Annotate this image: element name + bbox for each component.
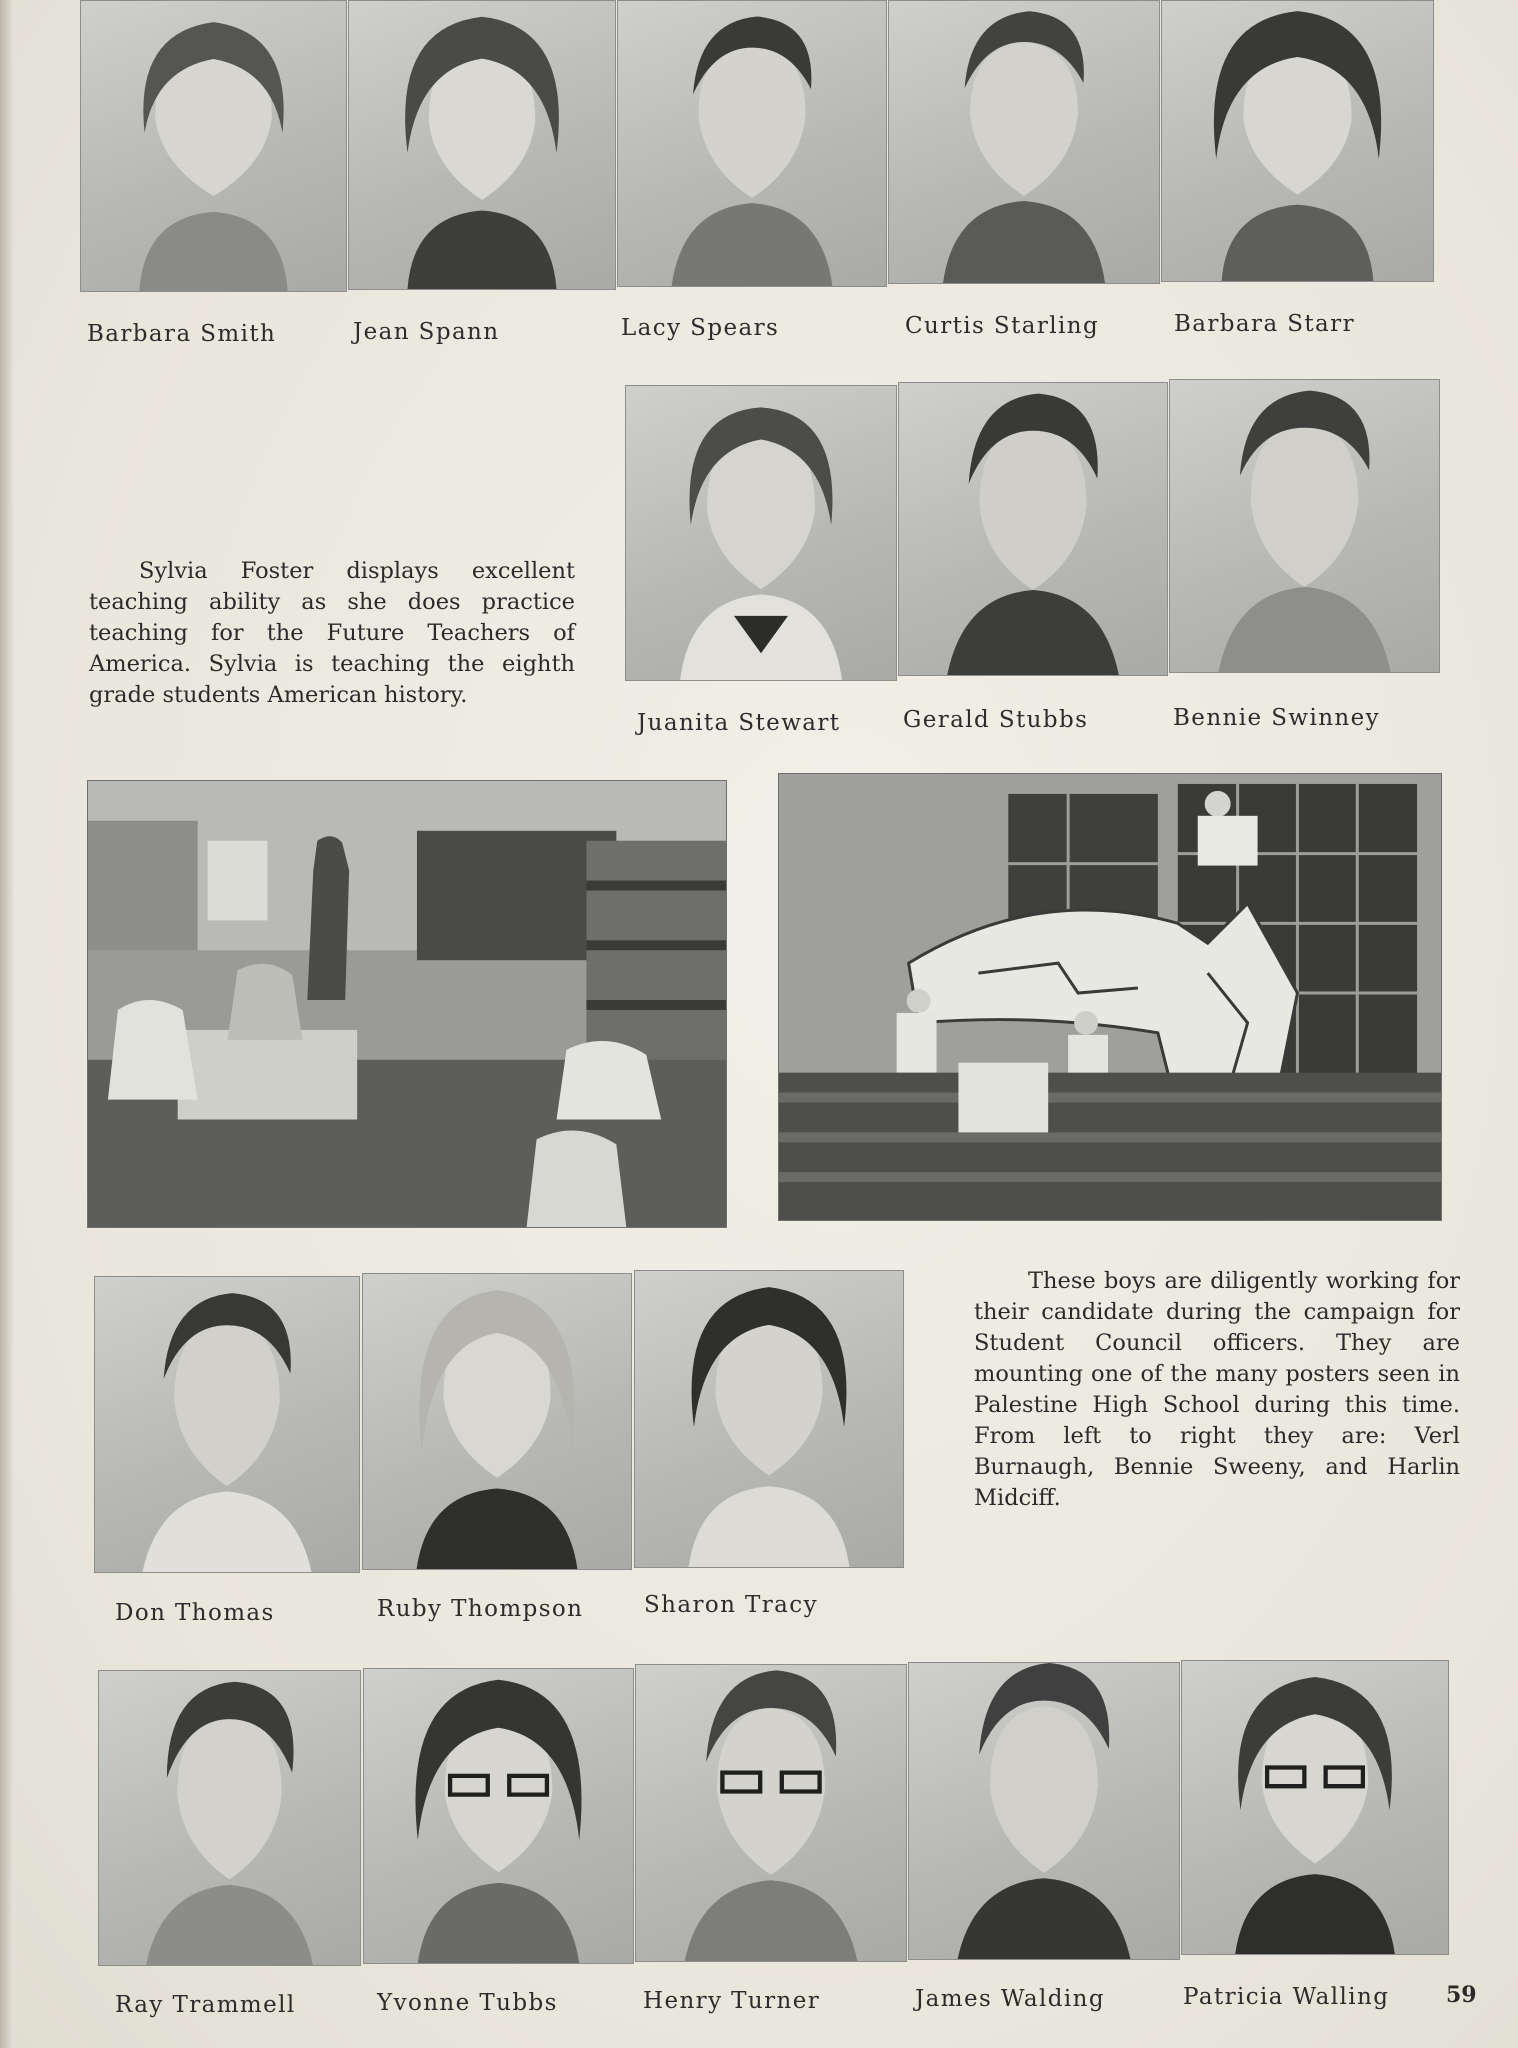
portrait-name: Sharon Tracy [644,1592,818,1618]
portrait-name: Gerald Stubbs [903,707,1089,733]
portrait-photo [625,385,897,681]
page-spine-shadow [0,0,14,2048]
portrait-name: Ray Trammell [115,1992,296,2018]
poster-campaign-photo [778,773,1442,1221]
portrait-photo [363,1668,634,1964]
portrait-name: Patricia Walling [1183,1984,1390,2010]
portrait-photo [1169,379,1440,673]
portrait-name: Henry Turner [643,1988,821,2014]
portrait-name: Don Thomas [115,1600,275,1626]
portrait-photo [888,0,1160,284]
portrait-name: James Walding [915,1986,1105,2012]
portrait-photo [362,1273,632,1570]
portrait-photo [98,1670,361,1966]
portrait-name: Bennie Swinney [1173,705,1381,731]
portrait-photo [1161,0,1434,282]
classroom-photo [87,780,727,1228]
portrait-photo [1181,1660,1449,1955]
portrait-photo [908,1662,1180,1960]
portrait-name: Lacy Spears [621,315,780,341]
portrait-name: Barbara Smith [87,321,277,347]
page-number: 59 [1446,1982,1477,2008]
portrait-photo [634,1270,904,1568]
portrait-name: Juanita Stewart [637,710,841,736]
teaching-caption: Sylvia Foster displays excellent teaching ability as she does practice teaching for the Future Teachers of America. Sylvia is teaching the eighth grade students American history. [89,558,575,708]
portrait-name: Jean Spann [353,319,500,345]
portrait-photo [348,0,616,290]
portrait-name: Yvonne Tubbs [377,1990,558,2016]
portrait-photo [80,0,347,292]
portrait-photo [898,382,1168,676]
portrait-name: Ruby Thompson [377,1596,584,1622]
portrait-photo [617,0,887,287]
campaign-caption: These boys are diligently working for their candidate during the campaign for Student Council officers. They are mounting one of the many posters seen in Palestine High School during this time. From left to right they are: Verl Burnaugh, Bennie Sweeny, and Harlin Midciff. [974,1268,1460,1511]
portrait-photo [94,1276,360,1573]
portrait-photo [635,1664,907,1962]
portrait-name: Curtis Starling [905,313,1100,339]
portrait-name: Barbara Starr [1174,311,1355,337]
